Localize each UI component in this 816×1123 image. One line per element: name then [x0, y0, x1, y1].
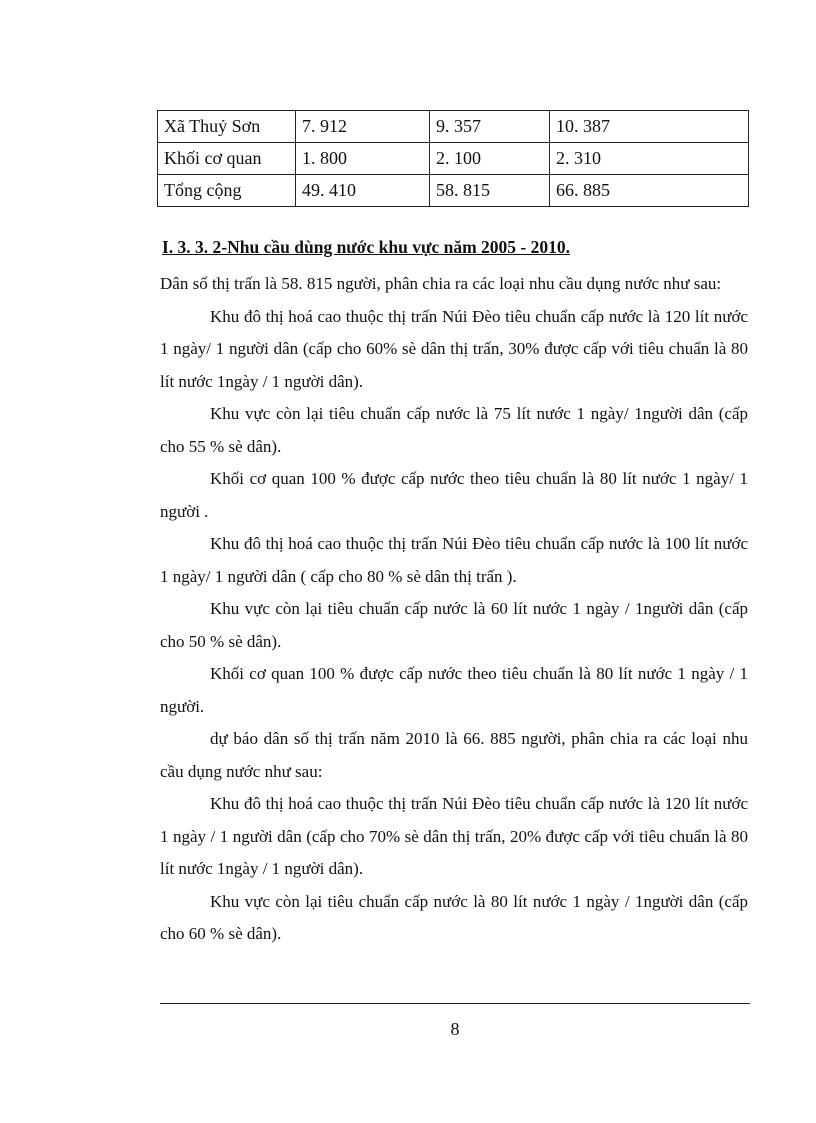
paragraph: Khối cơ quan 100 % được cấp nước theo tiêu chuẩn là 80 lít nước 1 ngày/ 1 người .: [160, 469, 748, 521]
table-cell-value: 10. 387: [550, 111, 749, 143]
page-number: 8: [450, 1019, 460, 1039]
table-cell-value: 58. 815: [430, 175, 550, 207]
population-table: [157, 110, 749, 207]
paragraph: dự báo dân số thị trấn năm 2010 là 66. 885 người, phân chia ra các loại nhu cầu dụng nước như sau:: [160, 729, 748, 781]
table-cell-value: 1. 800: [296, 143, 430, 175]
table-cell-value: 66. 885: [550, 175, 749, 207]
paragraph: Khu vực còn lại tiêu chuẩn cấp nước là 75 lít nước 1 ngày/ 1người dân (cấp cho 55 % sè dân).: [160, 404, 748, 456]
footer-divider: [160, 1003, 750, 1004]
table-row-total: [158, 175, 749, 207]
paragraph: Khối cơ quan 100 % được cấp nước theo tiêu chuẩn là 80 lít nước 1 ngày / 1 người.: [160, 664, 748, 716]
paragraph: Khu đô thị hoá cao thuộc thị trấn Núi Đèo tiêu chuẩn cấp nước là 100 lít nước 1 ngày/ 1 người dân ( cấp cho 80 % sè dân thị trấn ).: [160, 534, 748, 586]
table-cell-agencies: Khối cơ quan: [158, 143, 296, 175]
table-cell-value: 2. 100: [430, 143, 550, 175]
section-body: [160, 268, 748, 951]
table-row: [158, 111, 749, 143]
table-cell-value: 2. 310: [550, 143, 749, 175]
table-cell-value: 7. 912: [296, 111, 430, 143]
table-cell-commune: Xã Thuỷ Sơn: [158, 111, 296, 143]
paragraph: Khu vực còn lại tiêu chuẩn cấp nước là 60 lít nước 1 ngày / 1người dân (cấp cho 50 % sè dân).: [160, 599, 748, 651]
table-cell-total-label: Tổng cộng: [158, 175, 296, 207]
table-cell-value: 9. 357: [430, 111, 550, 143]
paragraph: Khu vực còn lại tiêu chuẩn cấp nước là 80 lít nước 1 ngày / 1người dân (cấp cho 60 % sè dân).: [160, 891, 748, 943]
paragraph: Khu đô thị hoá cao thuộc thị trấn Núi Đèo tiêu chuẩn cấp nước là 120 lít nước 1 ngày / 1 người dân (cấp cho 70% sè dân thị trấn, 20% được cấp với tiêu chuẩn là 80 lít nước 1ngày / 1 người dân).: [160, 794, 748, 878]
table-cell-value: 49. 410: [296, 175, 430, 207]
paragraph: Dân số thị trấn là 58. 815 người, phân chia ra các loại nhu cầu dụng nước như sau:: [160, 274, 722, 293]
paragraph: Khu đô thị hoá cao thuộc thị trấn Núi Đèo tiêu chuẩn cấp nước là 120 lít nước 1 ngày/ 1 người dân (cấp cho 60% sè dân thị trấn, 30% được cấp với tiêu chuẩn là 80 lít nước 1ngày / 1 người dân).: [160, 306, 748, 391]
section-heading: I. 3. 3. 2-Nhu cầu dùng nước khu vực năm 2005 - 2010.: [162, 237, 570, 257]
table-row: [158, 143, 749, 175]
